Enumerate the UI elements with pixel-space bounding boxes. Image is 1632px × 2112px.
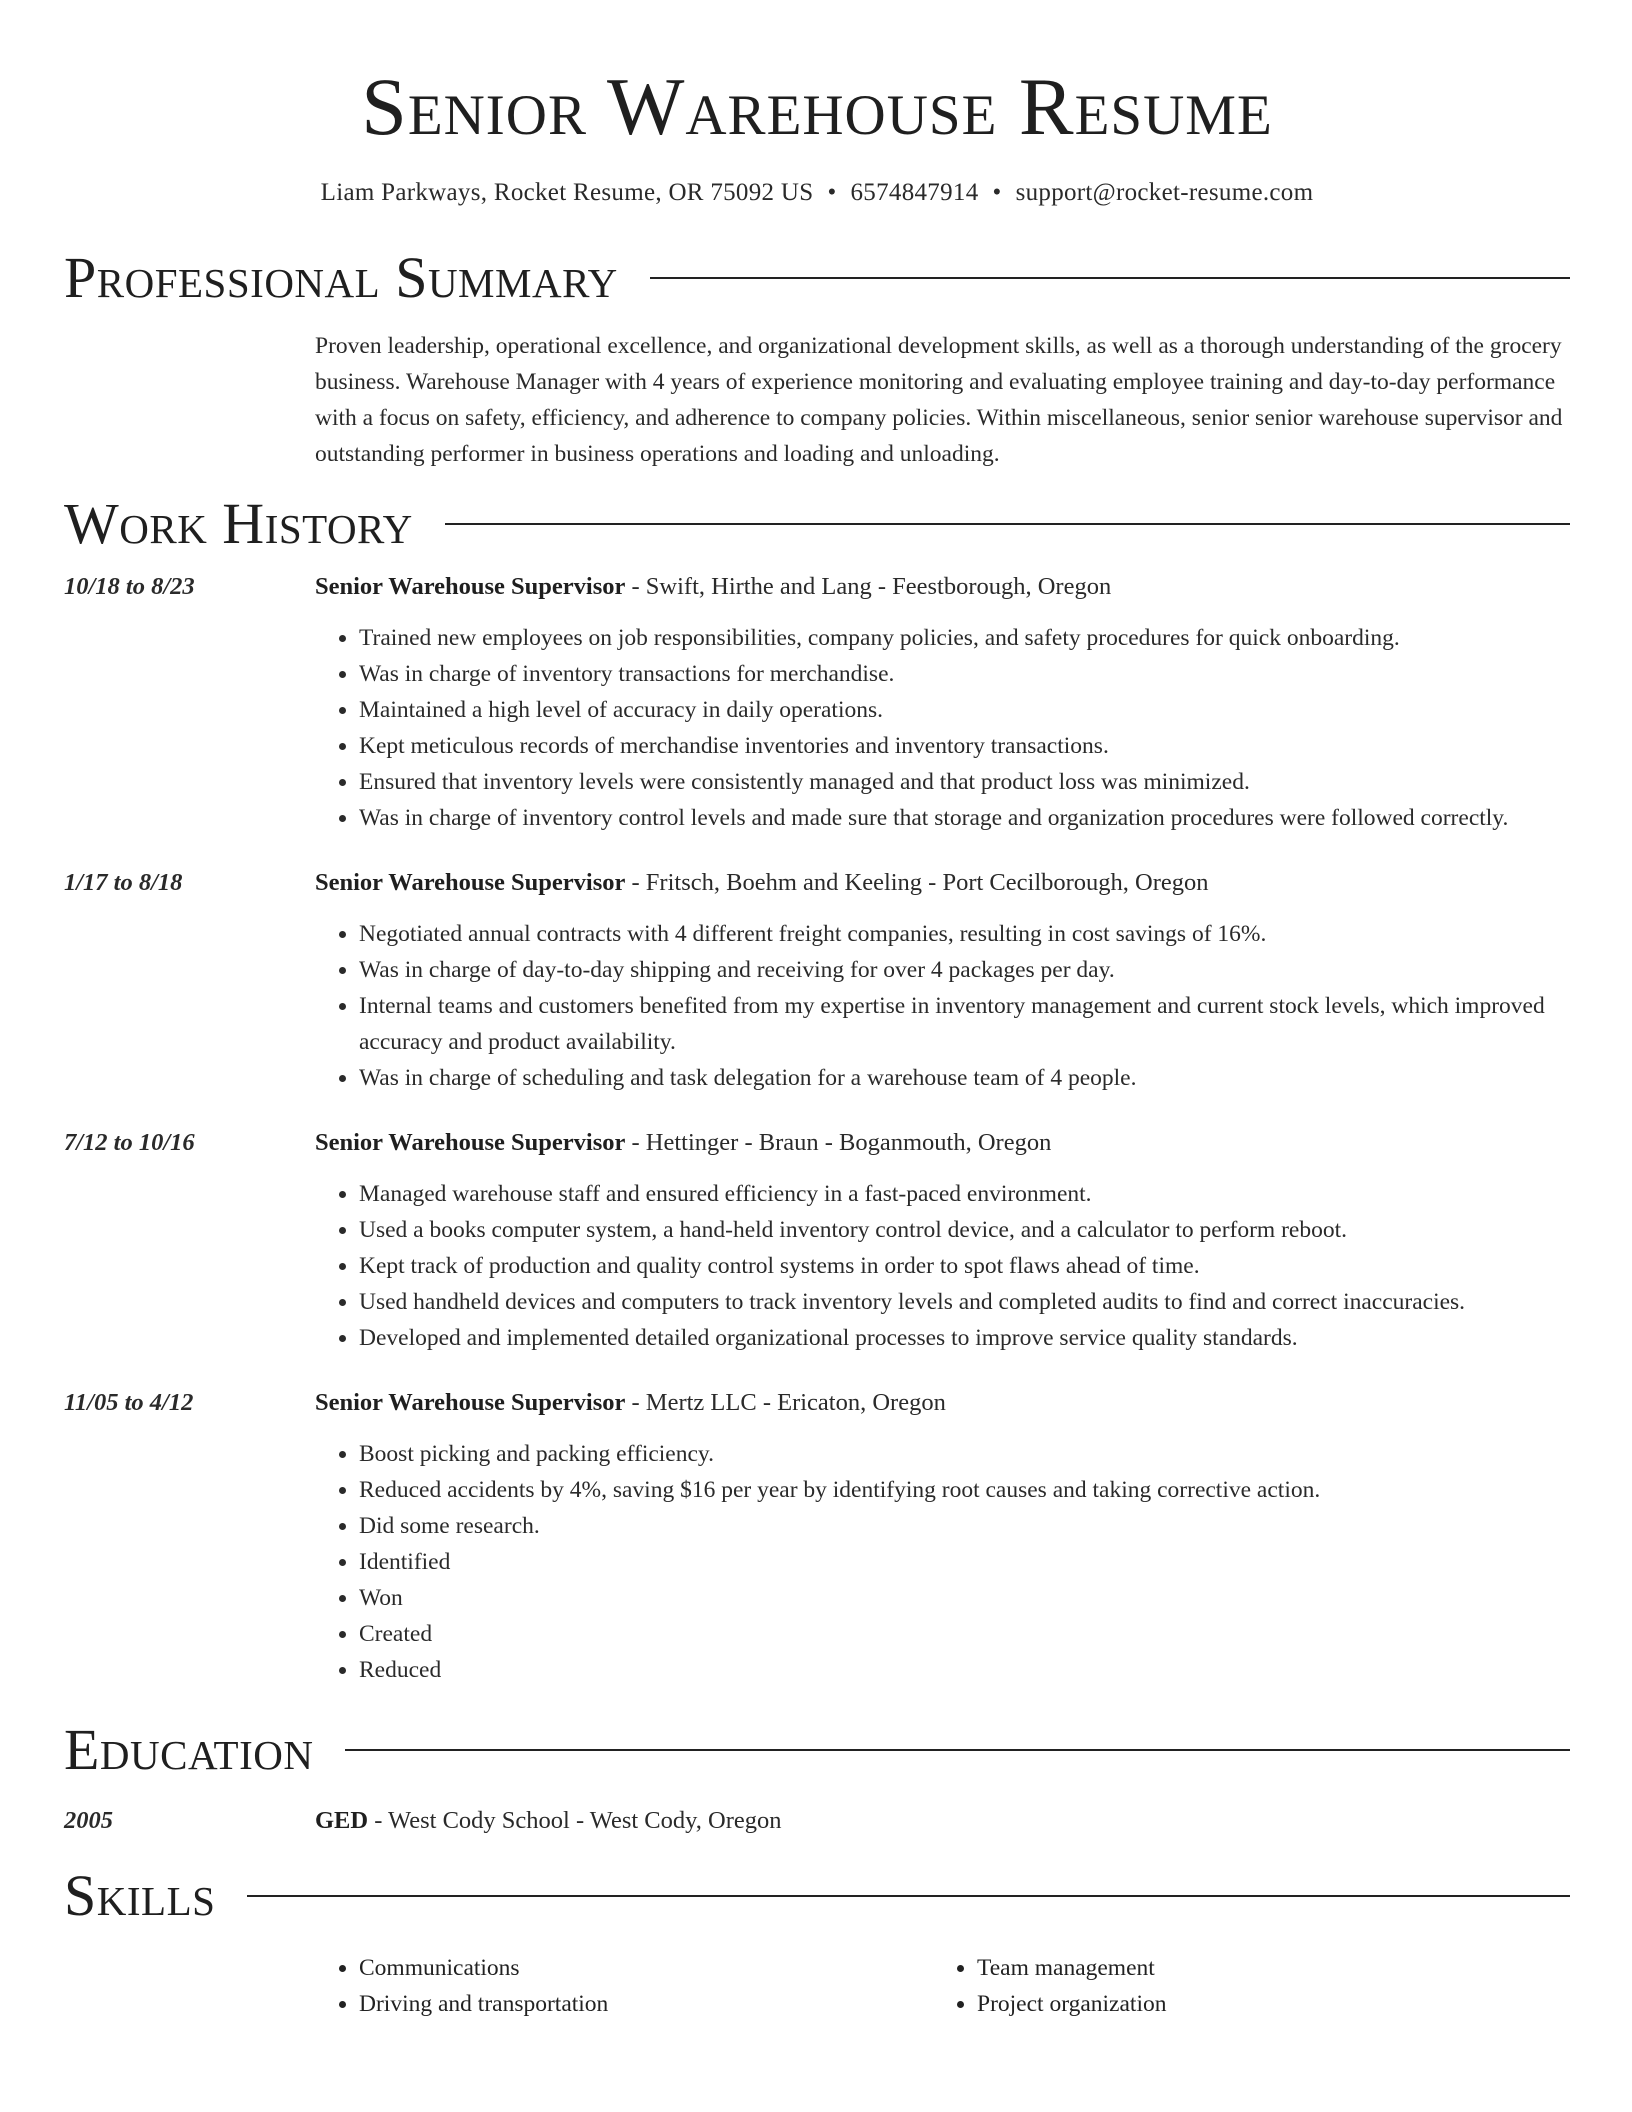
list-item: • Was in charge of scheduling and task delegation for a warehouse team of 4 people. bbox=[359, 1060, 1570, 1096]
list-item: • Was in charge of inventory control levels and made sure that storage and organization procedures were followed correctly. bbox=[359, 800, 1570, 836]
list-item: • Kept track of production and quality control systems in order to spot flaws ahead of time. bbox=[359, 1248, 1570, 1284]
list-item: • Reduced bbox=[359, 1652, 1570, 1688]
education-year: 2005 bbox=[64, 1807, 113, 1834]
job-details: - Swift, Hirthe and Lang - Feestborough, Oregon bbox=[625, 573, 1112, 600]
skills-list bbox=[315, 1950, 1570, 2022]
list-item: • Trained new employees on job responsibilities, company policies, and safety procedures for quick onboarding. bbox=[359, 620, 1570, 656]
education-heading-line bbox=[315, 1804, 782, 1838]
job-title: Senior Warehouse Supervisor bbox=[315, 1129, 626, 1156]
education-heading: Education bbox=[64, 1717, 314, 1782]
list-item: • Project organization bbox=[977, 1986, 1551, 2022]
list-item: • Managed warehouse staff and ensured efficiency in a fast-paced environment. bbox=[359, 1176, 1570, 1212]
contact-phone: 6574847914 bbox=[850, 179, 979, 206]
job-entry bbox=[64, 1126, 1570, 1356]
section-divider bbox=[445, 523, 1570, 525]
section-divider bbox=[650, 277, 1570, 279]
skills-column-left bbox=[315, 1950, 933, 2022]
job-entry bbox=[64, 1386, 1570, 1688]
education-degree: GED bbox=[315, 1807, 369, 1834]
work-section-header bbox=[64, 492, 1570, 556]
list-item: • Kept meticulous records of merchandise inventories and inventory transactions. bbox=[359, 728, 1570, 764]
job-heading bbox=[315, 1386, 946, 1420]
list-item: • Did some research. bbox=[359, 1508, 1570, 1544]
job-title: Senior Warehouse Supervisor bbox=[315, 869, 626, 896]
job-heading bbox=[315, 1126, 1051, 1160]
contact-address: Liam Parkways, Rocket Resume, OR 75092 US bbox=[320, 179, 814, 206]
list-item: • Ensured that inventory levels were consistently managed and that product loss was minimized. bbox=[359, 764, 1570, 800]
job-dates: 10/18 to 8/23 bbox=[64, 573, 195, 600]
job-entry bbox=[64, 866, 1570, 1096]
list-item: • Maintained a high level of accuracy in daily operations. bbox=[359, 692, 1570, 728]
work-heading: Work History bbox=[64, 491, 413, 556]
section-divider bbox=[247, 1895, 1570, 1897]
list-item: • Was in charge of day-to-day shipping and receiving for over 4 packages per day. bbox=[359, 952, 1570, 988]
list-item: • Internal teams and customers benefited from my expertise in inventory management and current stock levels, which improved accuracy and product availability. bbox=[359, 988, 1570, 1060]
resume-title: Senior Warehouse Resume bbox=[361, 61, 1273, 152]
job-details: - Hettinger - Braun - Boganmouth, Oregon bbox=[625, 1129, 1052, 1156]
job-title: Senior Warehouse Supervisor bbox=[315, 1389, 626, 1416]
education-section-header bbox=[64, 1718, 1570, 1782]
job-bullets bbox=[315, 916, 1570, 1096]
job-details: - Fritsch, Boehm and Keeling - Port Cecilborough, Oregon bbox=[625, 869, 1209, 896]
job-dates: 1/17 to 8/18 bbox=[64, 869, 183, 896]
job-bullets bbox=[315, 1176, 1570, 1356]
contact-line bbox=[64, 176, 1570, 210]
list-item: • Identified bbox=[359, 1544, 1570, 1580]
job-details: - Mertz LLC - Ericaton, Oregon bbox=[625, 1389, 946, 1416]
job-dates: 11/05 to 4/12 bbox=[64, 1389, 194, 1416]
contact-separator: • bbox=[992, 179, 1002, 206]
list-item: • Negotiated annual contracts with 4 different freight companies, resulting in cost savings of 16%. bbox=[359, 916, 1570, 952]
skills-column-right bbox=[933, 1950, 1551, 2022]
list-item: • Was in charge of inventory transactions for merchandise. bbox=[359, 656, 1570, 692]
education-details: - West Cody School - West Cody, Oregon bbox=[368, 1807, 782, 1834]
contact-email: support@rocket-resume.com bbox=[1015, 179, 1314, 206]
job-bullets bbox=[315, 620, 1570, 836]
skills-section-header bbox=[64, 1864, 1570, 1928]
job-heading bbox=[315, 866, 1209, 900]
list-item: • Used a books computer system, a hand-held inventory control device, and a calculator to perform reboot. bbox=[359, 1212, 1570, 1248]
summary-section-header bbox=[64, 246, 1570, 310]
section-divider bbox=[345, 1749, 1570, 1751]
job-heading bbox=[315, 570, 1111, 604]
job-bullets bbox=[315, 1436, 1570, 1688]
resume-page bbox=[64, 0, 1570, 2022]
list-item: • Used handheld devices and computers to track inventory levels and completed audits to find and correct inaccuracies. bbox=[359, 1284, 1570, 1320]
job-entry bbox=[64, 570, 1570, 836]
summary-text: Proven leadership, operational excellence, and organizational development skills, as well as a thorough understanding of the grocery business. Warehouse Manager with 4 years of experience monitoring and evaluating employee training and day-to-day performance with a focus on safety, efficiency, and adherence to company policies. Within miscellaneous, senior senior warehouse supervisor and outstanding performer in business operations and loading and unloading. bbox=[315, 333, 1563, 467]
list-item: • Driving and transportation bbox=[359, 1986, 933, 2022]
list-item: • Boost picking and packing efficiency. bbox=[359, 1436, 1570, 1472]
skills-heading: Skills bbox=[64, 1863, 216, 1928]
job-title: Senior Warehouse Supervisor bbox=[315, 573, 626, 600]
education-entry bbox=[64, 1804, 1570, 1838]
job-dates: 7/12 to 10/16 bbox=[64, 1129, 195, 1156]
list-item: • Developed and implemented detailed organizational processes to improve service quality standards. bbox=[359, 1320, 1570, 1356]
list-item: • Team management bbox=[977, 1950, 1551, 1986]
list-item: • Communications bbox=[359, 1950, 933, 1986]
list-item: • Won bbox=[359, 1580, 1570, 1616]
contact-separator: • bbox=[827, 179, 837, 206]
list-item: • Created bbox=[359, 1616, 1570, 1652]
list-item: • Reduced accidents by 4%, saving $16 per year by identifying root causes and taking corrective action. bbox=[359, 1472, 1570, 1508]
summary-heading: Professional Summary bbox=[64, 245, 618, 310]
